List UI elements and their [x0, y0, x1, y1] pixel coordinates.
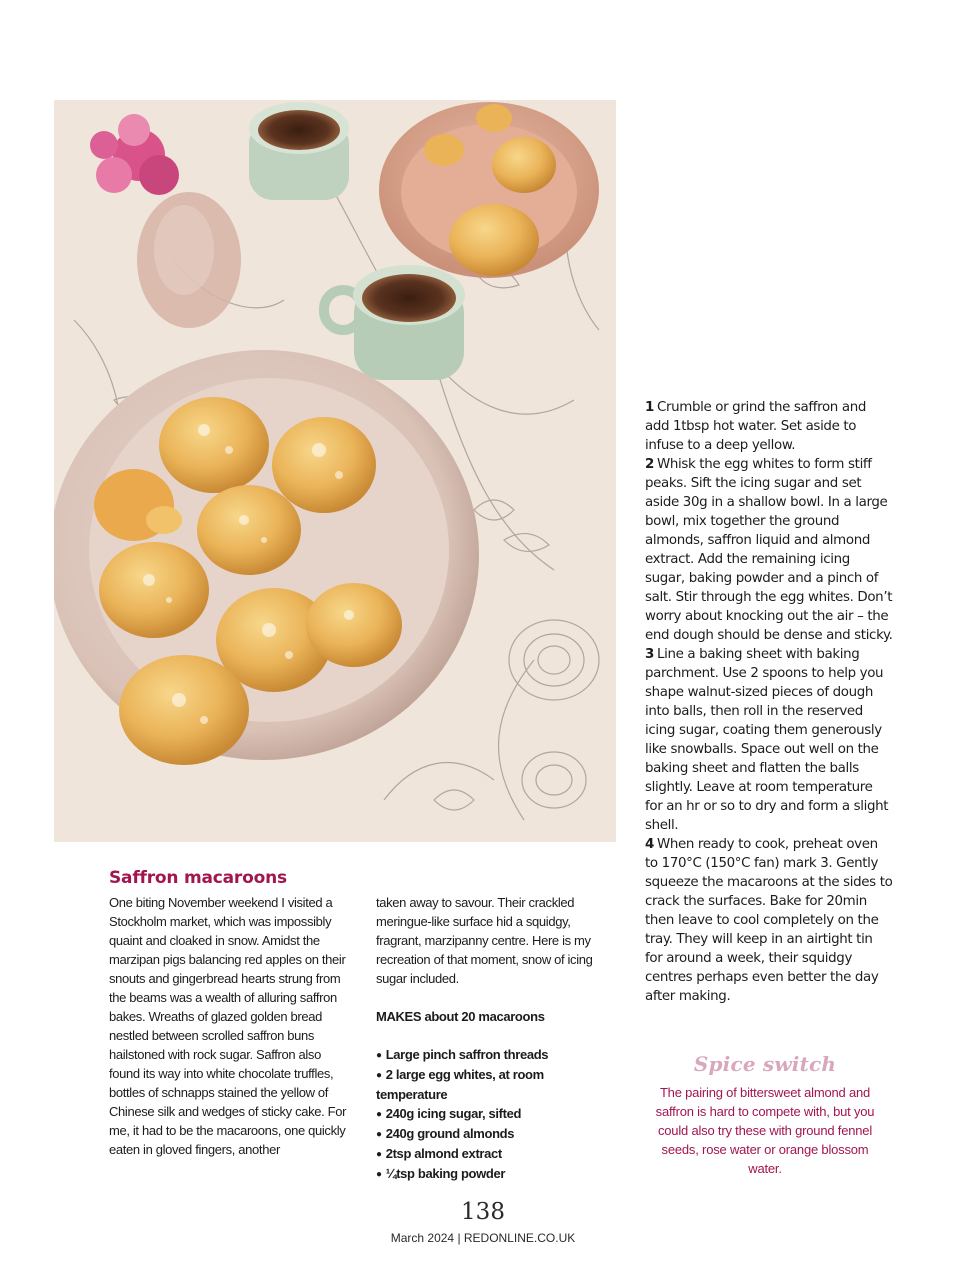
tip-text: The pairing of bittersweet almond and saffron is hard to compete with, but you could also try these with ground fennel seeds, rose water or orange blossom water.	[655, 1085, 875, 1176]
method-step	[645, 398, 893, 455]
ingredient-item: ● Large pinch saffron threads	[376, 1045, 604, 1065]
tip-title: Spice switch	[693, 1052, 837, 1076]
intro-text-part-2: taken away to savour. Their crackled meringue-like surface hid a squidgy, fragrant, marzipanny centre. Here is my recreation of that moment, snow of icing sugar included.	[376, 895, 593, 986]
saffron-macaroons-illustration	[54, 100, 616, 842]
step-number: 3	[645, 647, 654, 662]
ingredient-item: ● 240g icing sugar, sifted	[376, 1104, 604, 1124]
intro-text-part-1: One biting November weekend I visited a Stockholm market, which was impossibly quaint and cloaked in snow. Amidst the marzipan pigs balancing red apples on their snouts and gingerbread hearts strung from the beams was a wealth of alluring saffron bakes. Wreaths of glazed golden bread nestled between scrolled saffron buns hailstoned with rock sugar. Saffron also found its way into white chocolate truffles, bottles of schnapps stained the yellow of Chinese silk and wedges of sticky cake. For me, it had to be the macaroons, one quickly eaten in gloved fingers, another	[109, 895, 347, 1157]
step-number: 4	[645, 837, 654, 852]
step-text: Whisk the egg whites to form stiff peaks. Sift the icing sugar and set aside 30g in a shallow bowl. In a large bowl, mix together the ground almonds, saffron liquid and almond extract. Add the remaining icing sugar, baking powder and a pinch of salt. Stir through the egg whites. Don’t worry about knocking out the air – the end dough should be dense and sticky.	[645, 457, 893, 643]
step-text: Line a baking sheet with baking parchment. Use 2 spoons to help you shape walnut-sized pieces of dough into balls, then roll in the reserved icing sugar, coating them generously like snowballs. Space out well on the baking sheet and flatten the balls slightly. Leave at room temperature for an hr or so to dry and form a slight shell.	[645, 647, 889, 833]
makes-quantity: MAKES about 20 macaroons	[376, 1009, 545, 1024]
intro-column-1	[109, 893, 349, 1159]
page-number: 138	[461, 1199, 505, 1225]
ingredient-item: ● ¼tsp baking powder	[376, 1164, 604, 1184]
footer-issue-info: March 2024 | REDONLINE.CO.UK	[390, 1231, 576, 1245]
method-steps	[645, 398, 893, 1006]
method-step	[645, 455, 893, 645]
recipe-title: Saffron macaroons	[109, 868, 287, 888]
recipe-photo	[54, 100, 616, 842]
step-text: When ready to cook, preheat oven to 170°C (150°C fan) mark 3. Gently squeeze the macaroons at the sides to crack the surfaces. Bake for 20min then leave to cool completely on the tray. They will keep in an airtight tin for around a week, their squidgy centres perhaps even better the day after making.	[645, 837, 893, 1004]
step-number: 1	[645, 400, 654, 415]
method-step	[645, 835, 893, 1006]
ingredient-item: ● 2tsp almond extract	[376, 1144, 604, 1164]
method-step	[645, 645, 893, 835]
intro-column-2	[376, 893, 604, 1184]
ingredient-item: ● 240g ground almonds	[376, 1124, 604, 1144]
step-text: Crumble or grind the saffron and add 1tbsp hot water. Set aside to infuse to a deep yellow.	[645, 400, 866, 453]
step-number: 2	[645, 457, 654, 472]
ingredients-list	[376, 1045, 604, 1184]
ingredient-item: ● 2 large egg whites, at room temperature	[376, 1065, 604, 1104]
